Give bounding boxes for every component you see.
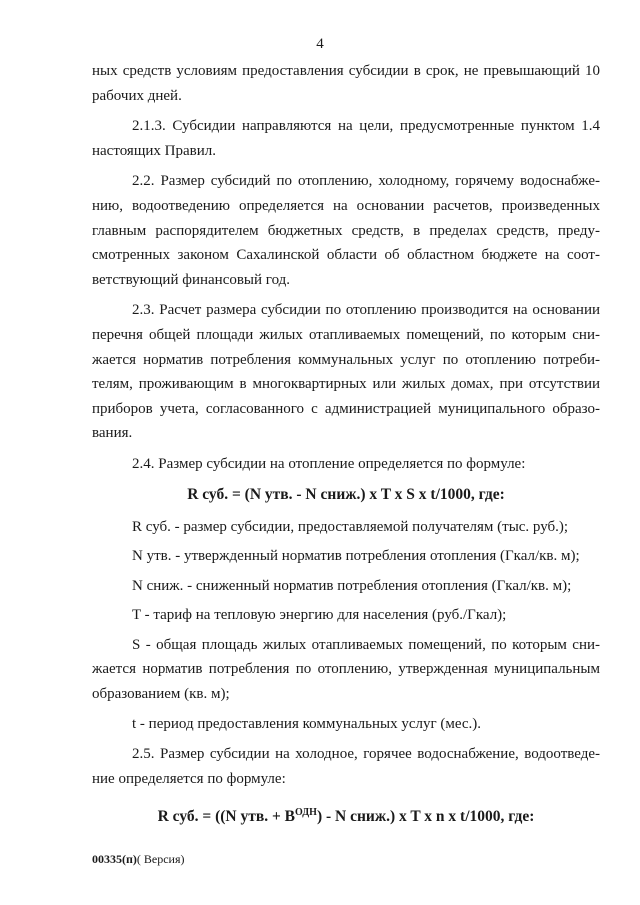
footer-code: 00335(п) bbox=[92, 852, 137, 866]
paragraph-continuation: ных средств условиям предоставления субсидии в срок, не превышающий 10 рабочих дней. bbox=[92, 63, 600, 104]
definition-t-period: t - период предоставления коммунальных услуг (мес.). bbox=[132, 715, 482, 732]
footer-version: ( Версия) bbox=[136, 852, 185, 866]
definition-r-sub: R суб. - размер субсидии, предоставляемой получателям (тыс. руб.); bbox=[132, 518, 569, 535]
formula-water-part-b: ) - N сниж.) x T x n x t/1000, где: bbox=[316, 808, 535, 826]
definition-t-tariff: T - тариф на тепловую энергию для населения (руб./Гкал); bbox=[132, 607, 507, 624]
formula-water-part-a: R суб. = ((N утв. + B bbox=[157, 808, 296, 826]
document-footer bbox=[92, 852, 185, 867]
definition-s-area: S - общая площадь жилых отапливаемых помещений, по которым снижается норматив потребления по отоплению, утвержденная муниципальным образованием (кв. м); bbox=[92, 636, 600, 703]
paragraph-2-1-3: 2.1.3. Субсидии направляются на цели, предусмотренные пунктом 1.4 настоящих Правил. bbox=[92, 118, 600, 159]
document-body bbox=[92, 59, 600, 829]
definition-n-utv: N утв. - утвержденный норматив потребления отопления (Гкал/кв. м); bbox=[132, 548, 580, 565]
paragraph-2-2: 2.2. Размер субсидий по отоплению, холодному, горячему водоснабжению, водоотведению определяется на основании расчетов, произведенных главным распорядителем бюджетных средств, в пределах средств, предусмотренных законом Сахалинской области об областном бюджете на соответствующий финансовый год. bbox=[92, 173, 600, 288]
definitions-list bbox=[92, 515, 600, 737]
page-number: 4 bbox=[316, 36, 324, 52]
paragraph-2-5: 2.5. Размер субсидии на холодное, горячее водоснабжение, водоотведение определяется по формуле: bbox=[92, 746, 600, 787]
formula-heating: R суб. = (N утв. - N сниж.) x T x S x t/1000, где: bbox=[187, 485, 505, 503]
definition-n-snizh: N сниж. - сниженный норматив потребления отопления (Гкал/кв. м); bbox=[132, 577, 572, 594]
paragraph-2-4: 2.4. Размер субсидии на отопление определяется по формуле: bbox=[132, 455, 526, 472]
formula-water bbox=[92, 791, 600, 829]
paragraph-2-3: 2.3. Расчет размера субсидии по отоплению производится на основании перечня общей площади жилых отапливаемых помещений, по которым снижается норматив потребления коммунальных услуг по отоплению потребителям, проживающим в многоквартирных или жилых домах, при отсутствии приборов учета, согласованного с администрацией муниципального образования. bbox=[92, 302, 600, 442]
formula-water-superscript: ОДН bbox=[295, 807, 317, 819]
